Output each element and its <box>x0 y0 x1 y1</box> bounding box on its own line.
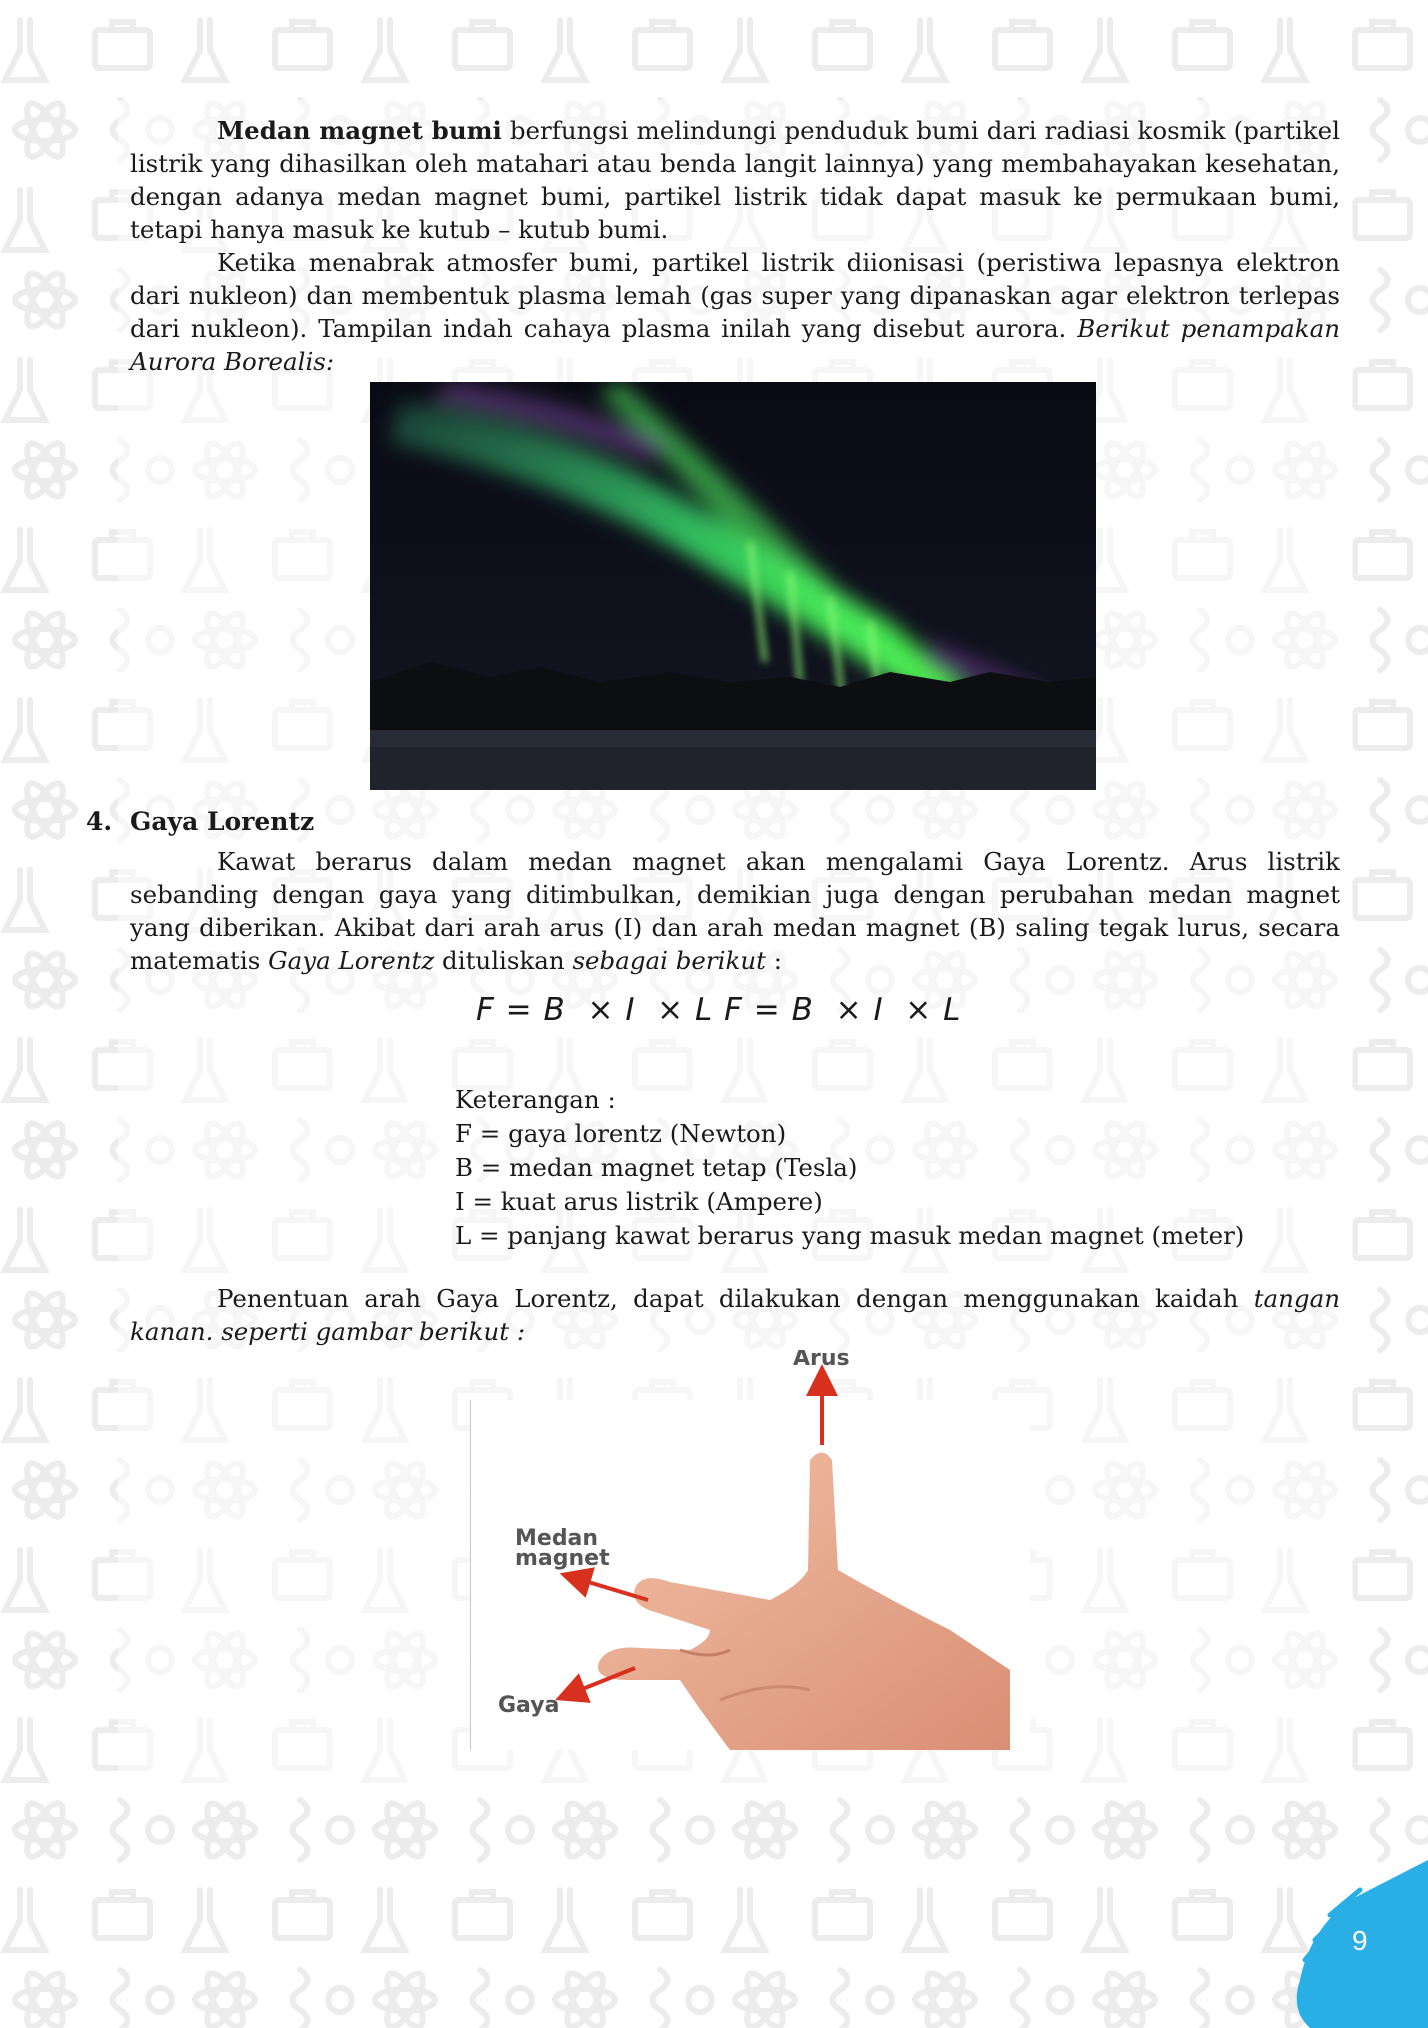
section-heading-gaya-lorentz: 4. Gaya Lorentz <box>86 807 315 836</box>
page-number: 9 <box>1352 1925 1368 1956</box>
legend-item: F = gaya lorentz (Newton) <box>455 1119 787 1148</box>
paragraph-gaya-lorentz: Kawat berarus dalam medan magnet akan mengalami Gaya Lorentz. Arus listrik sebanding dengan gaya yang ditimbulkan, demikian juga dengan perubahan medan magnet yang diberikan. Akibat dari arah arus (I) dan arah medan magnet (B) saling tegak lurus, secara matematis Gaya Lorentz dituliskan sebagai berikut : <box>130 847 1340 975</box>
aurora-borealis-image <box>370 382 1096 790</box>
legend-title: Keterangan : <box>455 1085 616 1114</box>
legend-item: I = kuat arus listrik (Ampere) <box>455 1187 823 1216</box>
formula-legend <box>455 1083 1244 1253</box>
lorentz-formula: F = B × I × L F = B × I × L <box>476 992 962 1028</box>
label-gaya: Gaya <box>498 1693 560 1718</box>
label-arus: Arus <box>793 1350 850 1371</box>
paragraph-right-hand-rule: Penentuan arah Gaya Lorentz, dapat dilakukan dengan menggunakan kaidah tangan kanan. seperti gambar berikut : <box>130 1284 1340 1346</box>
legend-item: B = medan magnet tetap (Tesla) <box>455 1153 858 1182</box>
legend-item: L = panjang kawat berarus yang masuk medan magnet (meter) <box>455 1221 1245 1250</box>
bold-term-medan-magnet: Medan magnet bumi <box>217 116 502 145</box>
right-hand-rule-diagram <box>470 1350 1030 1750</box>
paragraph-magnetic-field: Medan magnet bumi berfungsi melindungi penduduk bumi dari radiasi kosmik (partikel listrik yang dihasilkan oleh matahari atau benda langit lainnya) yang membahayakan kesehatan, dengan adanya medan magnet bumi, partikel listrik tidak dapat masuk ke permukaan bumi, tetapi hanya masuk ke kutub – kutub bumi. <box>130 116 1340 244</box>
paragraph-aurora: Ketika menabrak atmosfer bumi, partikel listrik diionisasi (peristiwa lepasnya elektron dari nukleon) dan membentuk plasma lemah (gas super yang dipanaskan agar elektron terlepas dari nukleon). Tampilan indah cahaya plasma inilah yang disebut aurora. Berikut penampakan Aurora Borealis: <box>130 248 1340 376</box>
label-magnet: magnet <box>515 1546 610 1571</box>
label-medan: Medan <box>515 1526 599 1551</box>
